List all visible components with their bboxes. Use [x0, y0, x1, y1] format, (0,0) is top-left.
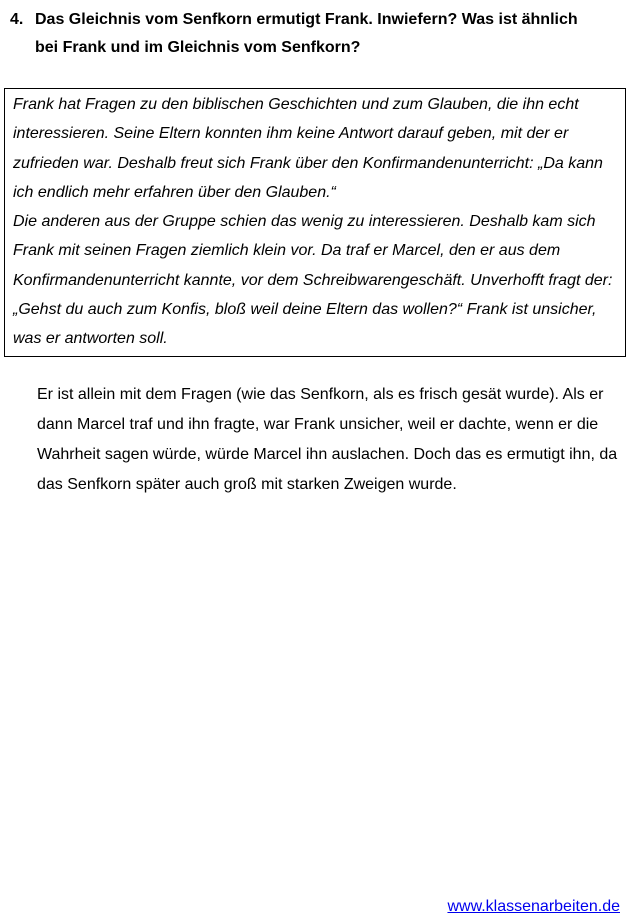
story-box	[4, 88, 626, 357]
question-text: Das Gleichnis vom Senfkorn ermutigt Frank. Inwiefern? Was ist ähnlich bei Frank und im Gleichnis vom Senfkorn?	[35, 11, 578, 56]
klassenarbeiten-link[interactable]: www.klassenarbeiten.de	[447, 898, 620, 915]
story-paragraph: Die anderen aus der Gruppe schien das wenig zu interessieren. Deshalb kam sich Frank mit seinen Fragen ziemlich klein vor. Da traf er Marcel, den er aus dem Konfirmandenunterricht kannte, vor dem Schreibwarengeschäft. Unverhofft fragt der: „Gehst du auch zum Konfis, bloß weil deine Eltern das wollen?“ Frank ist unsicher, was er antworten soll.	[13, 213, 613, 348]
question-item	[0, 0, 632, 62]
footer	[447, 898, 620, 916]
story-paragraph: Frank hat Fragen zu den biblischen Geschichten und zum Glauben, die ihn echt interessieren. Seine Eltern konnten ihm keine Antwort darauf geben, mit der er zufrieden war. Deshalb freut sich Frank über den Konfirmandenunterricht: „Da kann ich endlich mehr erfahren über den Glauben.“	[13, 96, 603, 201]
question-number: 4.	[10, 11, 24, 28]
answer-text: Er ist allein mit dem Fragen (wie das Senfkorn, als es frisch gesät wurde). Als er dann Marcel traf und ihn fragte, war Frank unsicher, weil er dachte, wenn er die Wahrheit sagen würde, würde Marcel ihn auslachen. Doch das es ermutigt ihn, da das Senfkorn später auch groß mit starken Zweigen wurde.	[37, 385, 618, 493]
